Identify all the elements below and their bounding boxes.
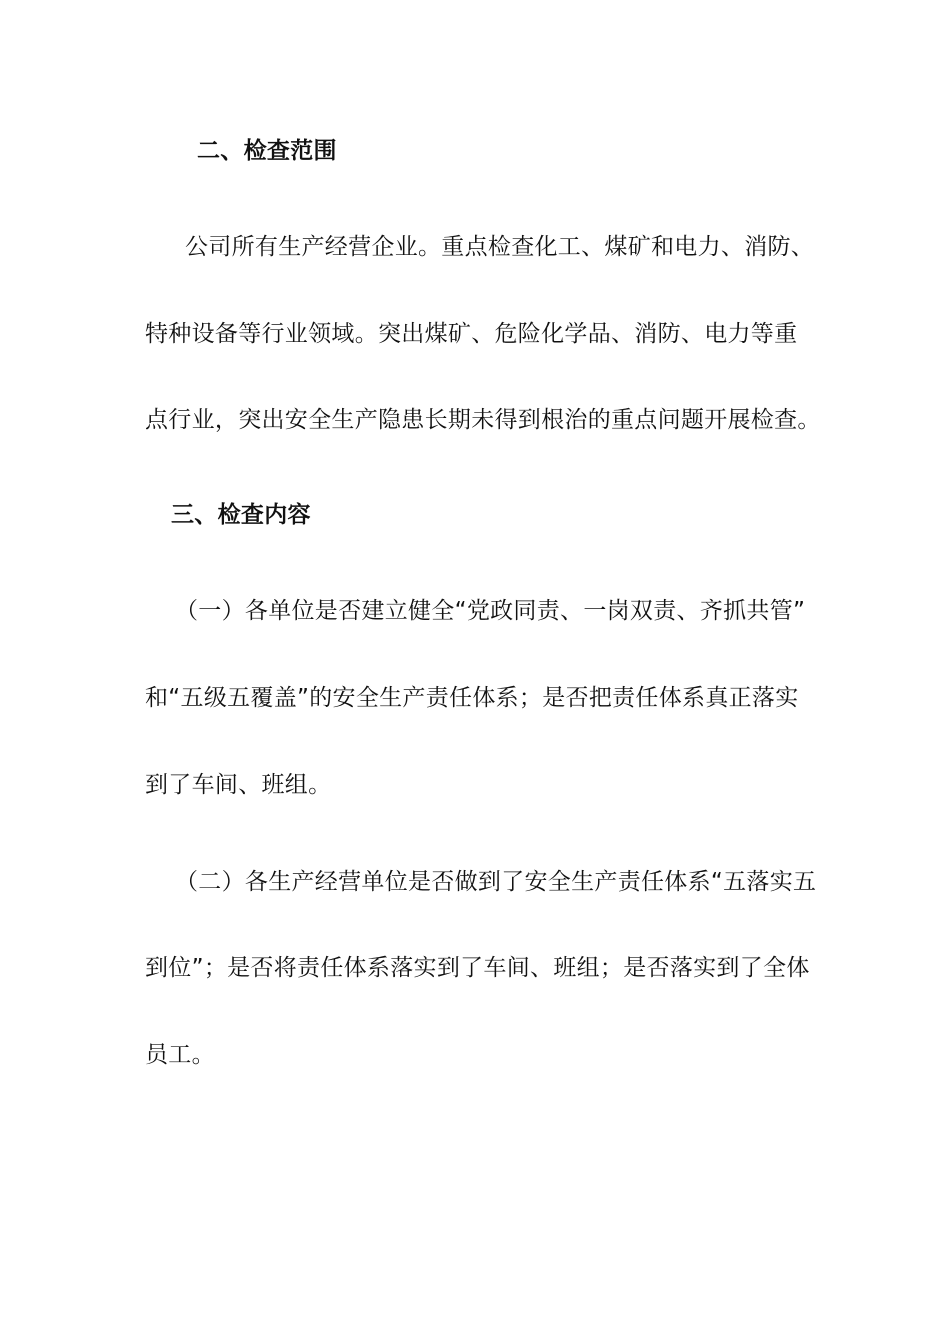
section-heading-content: 三、检查内容 [171, 502, 311, 528]
item-two-line: （二）各生产经营单位是否做到了安全生产责任体系“五落实五 [175, 869, 817, 895]
item-one-line: （一）各单位是否建立健全“党政同责、一岗双责、齐抓共管” [175, 598, 806, 624]
item-two-line: 员工。 [145, 1042, 215, 1068]
item-one-line: 和“五级五覆盖”的安全生产责任体系；是否把责任体系真正落实 [145, 685, 799, 711]
scope-paragraph-line: 特种设备等行业领域。突出煤矿、危险化学品、消防、电力等重 [145, 321, 798, 347]
section-heading-scope: 二、检查范围 [197, 138, 337, 164]
scope-paragraph-line: 公司所有生产经营企业。重点检查化工、煤矿和电力、消防、 [185, 234, 815, 260]
item-one-line: 到了车间、班组。 [145, 772, 332, 798]
scope-paragraph-line: 点行业，突出安全生产隐患长期未得到根治的重点问题开展检查。 [145, 407, 821, 433]
item-two-line: 到位”；是否将责任体系落实到了车间、班组；是否落实到了全体 [145, 955, 810, 981]
